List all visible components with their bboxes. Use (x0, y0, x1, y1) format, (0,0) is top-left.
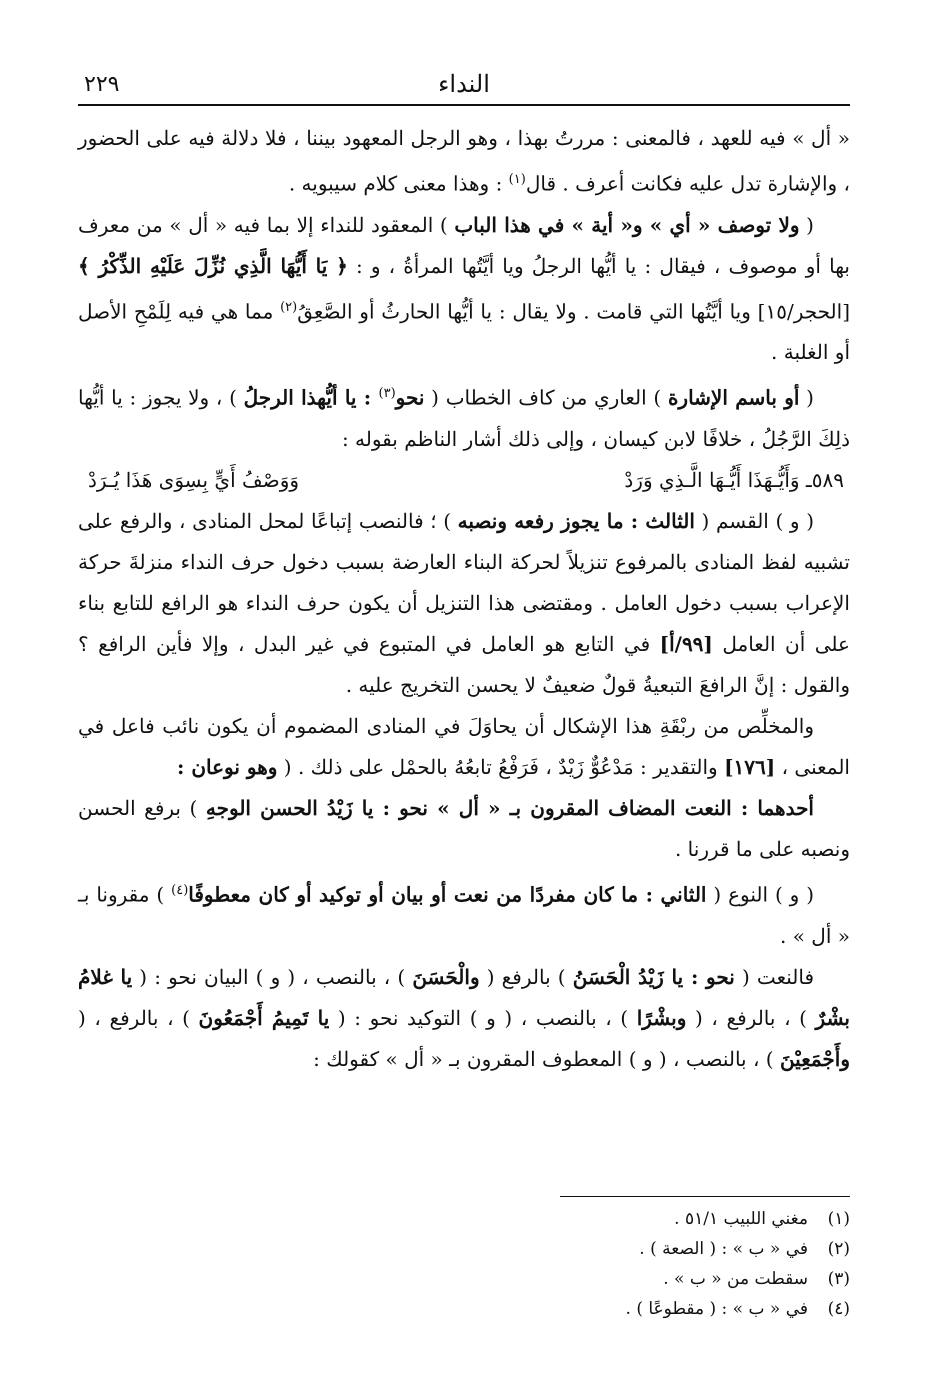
paragraph (78, 788, 850, 870)
header-divider (78, 104, 850, 106)
bold-text-run: [١٧٦] (724, 754, 776, 779)
footnote (78, 1204, 850, 1234)
bold-text-run: أو باسم الإشارة (667, 385, 800, 410)
footnote-number: (٣) (827, 1269, 850, 1289)
main-text (78, 118, 850, 1080)
verse-number: ٥٨٩ (811, 467, 844, 492)
text-run: ( و ) القسم ( (694, 508, 814, 533)
verse-hemistich-1: وَأَيُّـهَذَا أَيُّـهَا الَّـذِي وَرَدْ (624, 467, 800, 492)
footnote-text: سقطت من « ب » . (663, 1269, 808, 1289)
bold-text-run: والْحَسَنَ (412, 964, 480, 989)
paragraph (78, 118, 850, 205)
text-run: ( (799, 385, 814, 410)
bold-text-run: يا تَمِيمُ أَجْمَعُونَ (198, 1005, 330, 1030)
verse-hemistich-2: وَوَصْفُ أَيٍّ بِسِوَى هَذَا يُـرَدْ (88, 467, 300, 492)
text-run: ) العاري من كاف الخطاب ( (424, 385, 668, 410)
text-run: « أل » فيه للعهد ، فالمعنى : مررتُ بهذا ، وهو الرجل المعهود بيننا ، فلا دلالة فيه على الحضور ، والإشارة تدل عليه فكانت أعرف . قال (78, 126, 850, 196)
bold-text-run: نحو (395, 385, 425, 410)
paragraph (78, 957, 850, 1080)
text-run: ( (799, 212, 814, 237)
footnote-text: في « ب » : ( الصعة ) . (639, 1239, 808, 1259)
page-number: ٢٢٩ (84, 72, 120, 97)
text-run: ) ، بالرفع ، ( (686, 1005, 816, 1030)
paragraph (78, 870, 850, 957)
footnote-ref: (١) (508, 172, 526, 187)
footnotes (78, 1204, 850, 1324)
bold-text-run: : يا أيُّهذا الرجلُ (243, 385, 379, 410)
text-run: : وهذا معنى كلام سيبويه . (288, 171, 509, 196)
verse-first-hemistich: ٥٨٩ـ وَأَيُّـهَذَا أَيُّـهَا الَّـذِي وَرَدْ (624, 467, 844, 492)
text-run: ) ، بالنصب ، ( و ) التوكيد نحو : ( (329, 1005, 637, 1030)
footnote-ref: (٢) (280, 299, 298, 315)
paragraph (78, 205, 850, 374)
paragraph (78, 706, 850, 788)
paragraph (78, 501, 850, 706)
poetry-verse (78, 460, 850, 501)
text-run: ) ؛ فالنصب إتباعًا لمحل المنادى ، والرفع على تشبيه لفظ المنادى بالمرفوع تنزيلاً لحركة البناء العارضة بسبب دخول حرف النداء منزلةَ حركة الإعراب بسبب دخول العامل . ومقتضى هذا التنزيل أن يكون حرف النداء هو الرافع للتابع بناء على أن العامل (78, 508, 850, 656)
text-run: فالنعت ( (734, 964, 815, 989)
footnote (78, 1234, 850, 1264)
bold-text-run: أحدهما : النعت المضاف المقرون بـ « أل » نحو : يا زَيْدُ الحسن الوجهِ (205, 795, 814, 820)
bold-text-run: يا غلامُ بشْرٌ (78, 964, 850, 1030)
footnote-text: في « ب » : ( مقطوعًا ) . (625, 1299, 808, 1319)
text-run: ) ، ولا يجوز : يا أيُّها ذلِكَ الرَّجُلُ ، خلافًا لابن كيسان ، وإلى ذلك أشار الناظم بقوله : (78, 385, 850, 451)
text-run: ) ، بالنصب ، ( و ) المعطوف المقرون بـ « أل » كقولك : (313, 1046, 780, 1071)
text-run: ) المعقود للنداء إلا بما فيه « أل » من معرف بها أو موصوف ، فيقال : يا أيُّها الرجلُ ويا أيَّتُها المرأةُ ، و : (78, 212, 851, 278)
bold-text-run: وبشْرًا (636, 1005, 687, 1030)
text-run: ( و ) النوع ( (706, 882, 815, 907)
bold-text-run: الثالث : ما يجوز رفعه ونصبه (457, 508, 695, 533)
text-run: مما هي فيه لِلَمْحِ الأصل أو الغلبة . (78, 299, 850, 365)
text-run: ) ، بالنصب ، ( و ) البيان نحو : ( (132, 964, 413, 989)
footnote-number: (٤) (827, 1299, 850, 1319)
chapter-title: النداء (438, 70, 490, 98)
bold-text-run: وهو نوعان : (176, 754, 278, 779)
footnote-text: مغني اللبيب ٥١/١ . (674, 1209, 808, 1229)
footnote-number: (١) (827, 1209, 850, 1229)
text-run: ) بالرفع ( (479, 964, 573, 989)
text-run: ) برفع الحسن ونصبه على ما قررنا . (78, 795, 850, 861)
bold-text-run: نحو : يا زَيْدُ الْحَسَنُ (572, 964, 735, 989)
bold-text-run: ولا توصف « أي » و« أية » في هذا الباب (454, 212, 800, 237)
text-run: والمخلِّص من ربْقَةِ هذا الإشكال أن يحاوَلَ في المنادى المضموم أن يكون نائب فاعل في المعنى ، (78, 713, 850, 779)
bold-text-run: [٩٩/أ] (659, 631, 713, 656)
footnote (78, 1264, 850, 1294)
running-header (78, 60, 850, 104)
paragraph (78, 373, 850, 460)
footnote (78, 1294, 850, 1324)
text-run: والتقدير : مَدْعُوٌّ زَيْدٌ ، فَرَفْعُ تابعُهُ بالحمْل على ذلك . ( (277, 754, 725, 779)
bold-text-run: الثاني : ما كان مفردًا من نعت أو بيان أو توكيد أو كان معطوفًا (188, 882, 707, 907)
footnote-ref: (٣) (378, 386, 396, 402)
text-run: ) مقرونا بـ « أل » . (78, 882, 850, 948)
text-run: ) ، بالرفع ، ( (78, 1005, 199, 1030)
footnote-ref: (٤) (171, 882, 189, 898)
footnote-number: (٢) (827, 1239, 850, 1259)
bold-text-run: ﴿ يَا أَيُّهَا الَّذِي نُزِّلَ عَلَيْهِ الذِّكْرُ ﴾ (78, 253, 348, 278)
text-run: [الحجر/١٥] ويا أيَّتُها التي قامت . ولا يقال : يا أيُّها الحارثُ أو الصَّعِقُ (297, 299, 850, 324)
text-run: في التابع هو العامل في المتبوع في غير البدل ، وإلا فأين الرافع ؟ والقول : إنَّ الرافعَ التبعيةُ قولٌ ضعيفٌ لا يحسن التخريج عليه . (78, 631, 850, 697)
footnote-divider (560, 1196, 850, 1197)
bold-text-run: وأَجْمَعِيْنَ (779, 1046, 850, 1071)
